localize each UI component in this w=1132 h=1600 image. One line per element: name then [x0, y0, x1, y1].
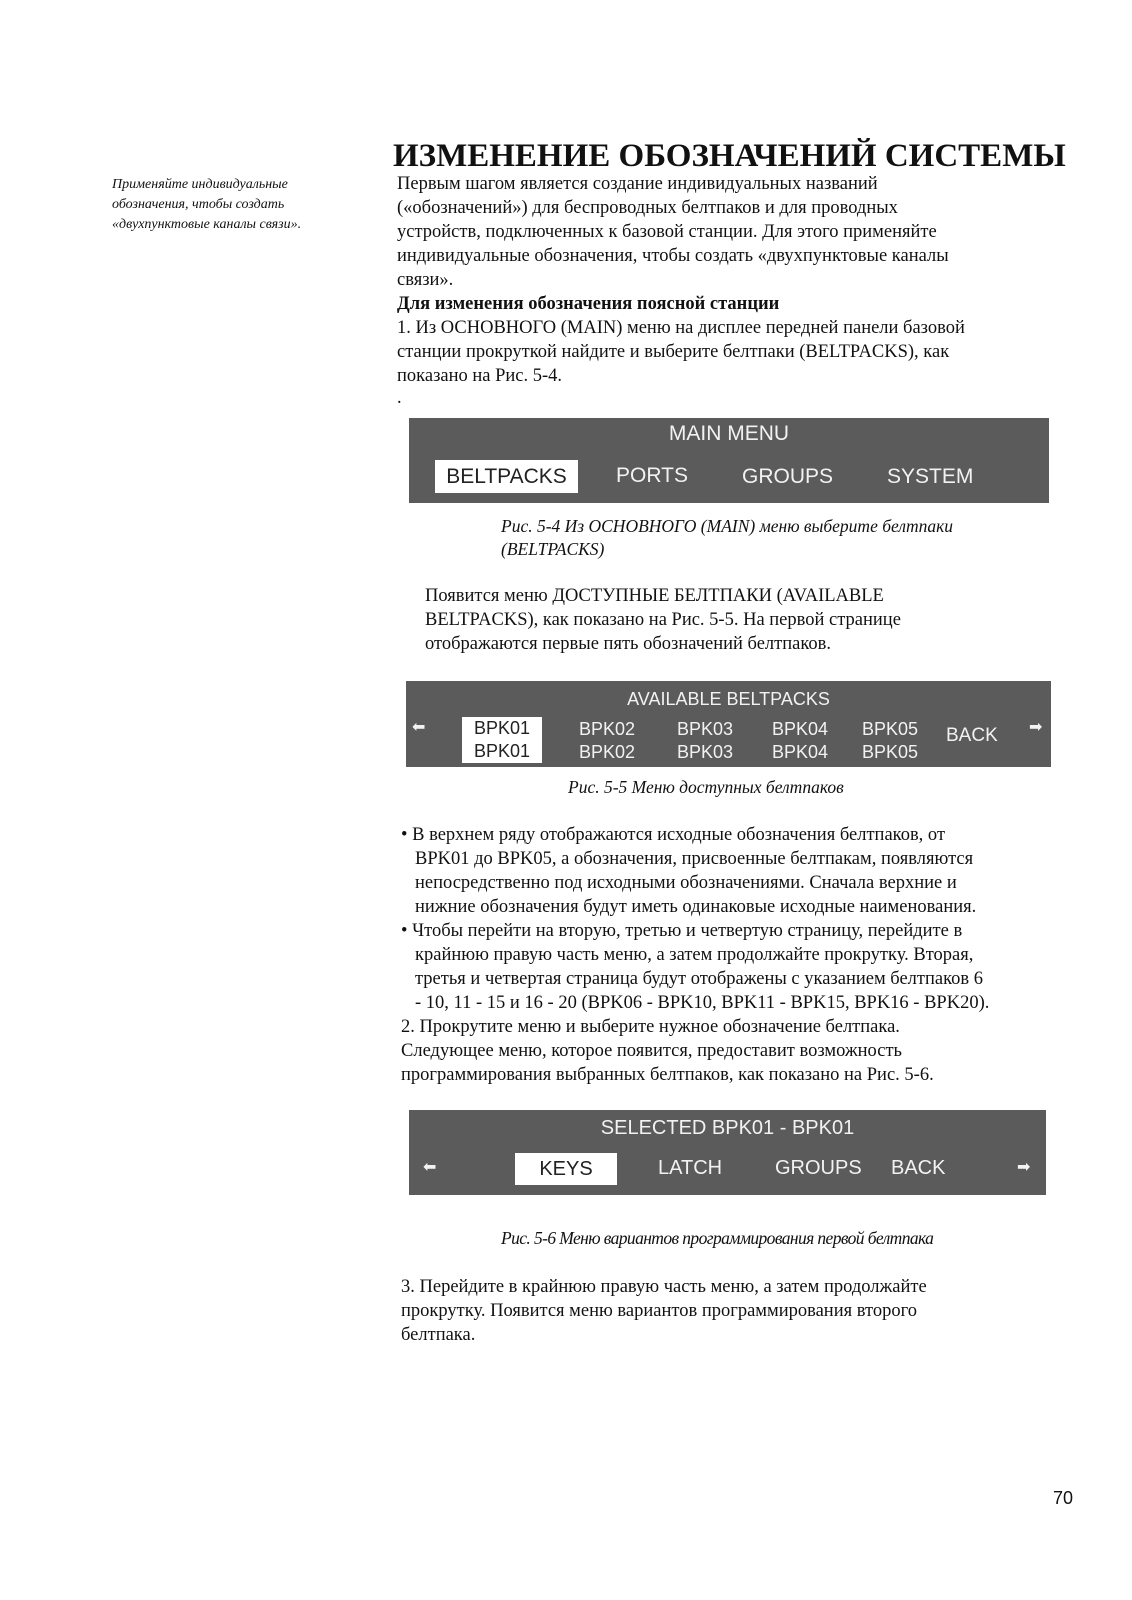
text-line: третья и четвертая страница будут отображены с указанием белтпаков 6 [415, 969, 983, 989]
selected-beltpack-title: SELECTED BPK01 - BPK01 [600, 1117, 855, 1139]
text-line: • Чтобы перейти на вторую, третью и четвертую страницу, перейдите в [401, 921, 963, 941]
beltpack-assigned-name: BPK05 [862, 742, 919, 762]
beltpack-item-1[interactable] [462, 717, 542, 763]
text-line: непосредственно под исходными обозначениями. Сначала верхние и [415, 873, 957, 893]
side-note [112, 175, 352, 235]
step-3 [401, 1275, 1081, 1347]
text-line: BPK01 до BPK05, а обозначения, присвоенные белтпакам, появляются [415, 849, 974, 869]
back-button[interactable]: BACK [891, 1157, 946, 1179]
text-line: BELTPACKS), как показано на Рис. 5-5. На первой странице [425, 610, 901, 630]
text-line: 1. Из ОСНОВНОГО (MAIN) меню на дисплее передней панели базовой [397, 318, 965, 338]
beltpack-original-name: BPK04 [772, 719, 829, 739]
text-line: («обозначений») для беспроводных белтпаков и для проводных [397, 198, 898, 218]
caption-line: (BELTPACKS) [501, 539, 605, 559]
page-number: 70 [1052, 1488, 1073, 1508]
beltpack-item-5[interactable] [862, 718, 918, 764]
section-title: ИЗМЕНЕНИЕ ОБОЗНАЧЕНИЙ СИСТЕМЫ [393, 138, 1066, 174]
text-line: устройств, подключенных к базовой станции. Для этого применяйте [397, 222, 937, 242]
main-menu-panel [409, 418, 1049, 503]
step-2 [401, 1015, 1081, 1087]
bullet-item [401, 823, 1081, 919]
text-line: Следующее меню, которое появится, предоставит возможность [401, 1041, 902, 1061]
beltpack-assigned-name: BPK04 [772, 742, 829, 762]
available-beltpacks-panel [406, 681, 1051, 767]
subheading: Для изменения обозначения поясной станции [397, 294, 780, 314]
available-beltpacks-title: AVAILABLE BELTPACKS [627, 689, 830, 709]
text-line: прокрутку. Появится меню вариантов программирования второго [401, 1301, 917, 1321]
beltpack-original-name: BPK05 [862, 719, 919, 739]
main-menu-title: MAIN MENU [668, 422, 790, 445]
text-line: - 10, 11 - 15 и 16 - 20 (BPK06 - BPK10, BPK11 - BPK15, BPK16 - BPK20). [415, 993, 990, 1013]
option-latch[interactable]: LATCH [658, 1157, 723, 1179]
beltpack-original-name: BPK02 [579, 719, 636, 739]
caption-line: Рис. 5-4 Из ОСНОВНОГО (MAIN) меню выберите белтпаки [501, 516, 954, 536]
intro-paragraph [397, 172, 1077, 292]
bullet-item [401, 919, 1081, 1015]
text-line: отображаются первые пять обозначений белтпаков. [425, 634, 832, 654]
dot: . [397, 388, 402, 408]
text-line: • В верхнем ряду отображаются исходные обозначения белтпаков, от [401, 825, 946, 845]
menu-item-system[interactable]: SYSTEM [887, 465, 974, 488]
back-button[interactable]: BACK [946, 725, 998, 746]
text-line: крайнюю правую часть меню, а затем продолжайте прокрутку. Вторая, [415, 945, 974, 965]
beltpack-assigned-name: BPK01 [473, 741, 531, 761]
selected-beltpack-panel [409, 1110, 1046, 1195]
figure-5-6-caption: Рис. 5-6 Меню вариантов программирования первой белтпака [501, 1228, 934, 1248]
text-line: связи». [397, 270, 454, 290]
menu-item-ports[interactable]: PORTS [616, 464, 688, 487]
left-arrow-icon[interactable]: ⬅ [412, 719, 426, 736]
side-note-line: «двухпунктовые каналы связи». [112, 217, 302, 232]
beltpack-original-name: BPK03 [677, 719, 734, 739]
option-groups[interactable]: GROUPS [775, 1157, 862, 1179]
beltpack-item-4[interactable] [772, 718, 828, 764]
text-line: индивидуальные обозначения, чтобы создать «двухпунктовые каналы [397, 246, 949, 266]
figure-5-5-caption: Рис. 5-5 Меню доступных белтпаков [568, 777, 844, 797]
beltpack-item-2[interactable] [579, 718, 635, 764]
text-line: Первым шагом является создание индивидуальных названий [397, 174, 878, 194]
text-line: белтпака. [401, 1325, 476, 1345]
right-arrow-icon[interactable]: ➡ [1029, 719, 1043, 736]
option-keys[interactable]: KEYS [515, 1153, 617, 1185]
right-arrow-icon[interactable]: ➡ [1017, 1159, 1031, 1176]
paragraph-2 [425, 584, 1065, 656]
bullet-list [401, 823, 1081, 1015]
side-note-line: Применяйте индивидуальные [112, 177, 288, 192]
text-line: нижние обозначения будут иметь одинаковые исходные наименования. [415, 897, 977, 917]
step-1 [397, 316, 1077, 388]
beltpack-assigned-name: BPK03 [677, 742, 734, 762]
text-line: 2. Прокрутите меню и выберите нужное обозначение белтпака. [401, 1017, 900, 1037]
text-line: 3. Перейдите в крайнюю правую часть меню, а затем продолжайте [401, 1277, 927, 1297]
left-arrow-icon[interactable]: ⬅ [423, 1159, 437, 1176]
beltpack-assigned-name: BPK02 [579, 742, 636, 762]
text-line: станции прокруткой найдите и выберите белтпаки (BELTPACKS), как [397, 342, 950, 362]
beltpack-original-name: BPK01 [473, 718, 531, 738]
text-line: Появится меню ДОСТУПНЫЕ БЕЛТПАКИ (AVAILABLE [425, 586, 884, 606]
figure-5-4-caption [501, 515, 1061, 561]
text-line: программирования выбранных белтпаков, как показано на Рис. 5-6. [401, 1065, 934, 1085]
beltpack-item-3[interactable] [677, 718, 733, 764]
menu-item-beltpacks[interactable]: BELTPACKS [435, 460, 578, 493]
side-note-line: обозначения, чтобы создать [112, 197, 285, 212]
text-line: показано на Рис. 5-4. [397, 366, 563, 386]
menu-item-groups[interactable]: GROUPS [742, 465, 834, 488]
